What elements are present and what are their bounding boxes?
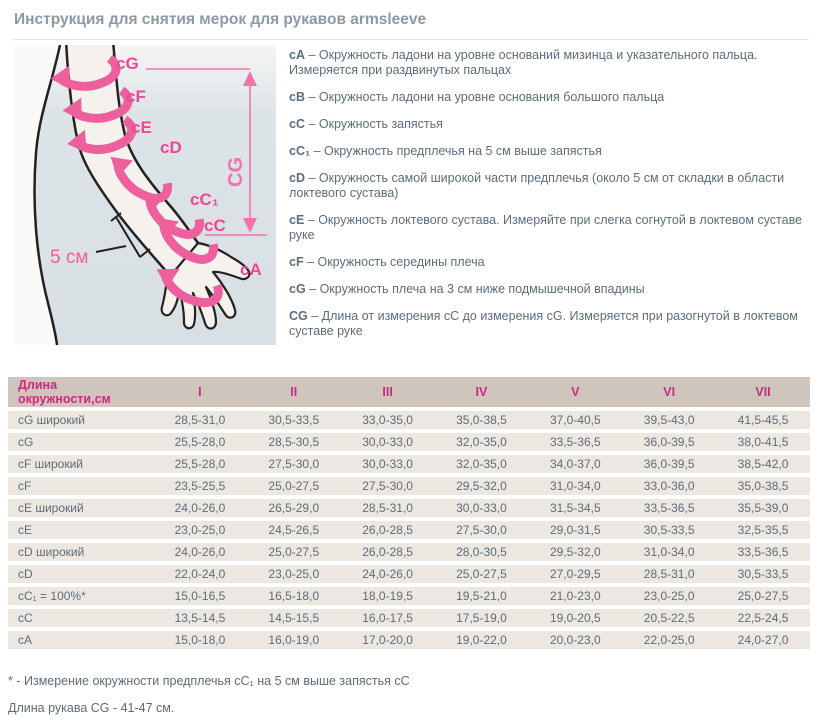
row-label: cF bbox=[8, 477, 153, 495]
table-row bbox=[8, 543, 810, 561]
table-cell: 23,0-25,0 bbox=[153, 521, 247, 539]
legend-item: cA – Окружность ладони на уровне оснований мизинца и указательного пальца. Измеряется при раздвинутых пальцах bbox=[289, 48, 758, 77]
table-cell: 25,0-27,5 bbox=[435, 565, 529, 583]
table-cell: 20,0-23,0 bbox=[528, 631, 622, 649]
row-label: cG bbox=[8, 433, 153, 451]
table-row bbox=[8, 521, 810, 539]
legend-key: cC₁ bbox=[289, 144, 311, 158]
table-row bbox=[8, 455, 810, 473]
table-cell: 26,0-28,5 bbox=[341, 543, 435, 561]
footnote-sleeve-length: Длина рукава CG - 41-47 см. bbox=[8, 701, 175, 715]
table-cell: 18,0-19,5 bbox=[341, 587, 435, 605]
table-cell: 38,5-42,0 bbox=[716, 455, 810, 473]
row-label: cG широкий bbox=[8, 411, 153, 429]
table-cell: 39,5-43,0 bbox=[622, 411, 716, 429]
table-row bbox=[8, 609, 810, 627]
legend-key: cC bbox=[289, 117, 305, 131]
row-label: cA bbox=[8, 631, 153, 649]
size-column-header: III bbox=[341, 377, 435, 407]
five-cm-label: 5 см bbox=[50, 247, 89, 268]
legend-key: CG bbox=[289, 309, 308, 323]
table-cell: 26,5-29,0 bbox=[247, 499, 341, 517]
table-cell: 24,0-26,0 bbox=[153, 499, 247, 517]
table-cell: 30,5-33,5 bbox=[247, 411, 341, 429]
table-cell: 36,0-39,5 bbox=[622, 455, 716, 473]
row-label: cE bbox=[8, 521, 153, 539]
size-column-header: II bbox=[247, 377, 341, 407]
size-column-header: V bbox=[528, 377, 622, 407]
table-cell: 30,0-33,0 bbox=[341, 455, 435, 473]
table-cell: 17,0-20,0 bbox=[341, 631, 435, 649]
table-cell: 34,0-37,0 bbox=[528, 455, 622, 473]
legend-item: cB – Окружность ладони на уровне основания большого пальца bbox=[289, 90, 665, 104]
table-cell: 27,0-29,5 bbox=[528, 565, 622, 583]
table-cell: 15,0-16,5 bbox=[153, 587, 247, 605]
size-table bbox=[8, 373, 810, 653]
table-cell: 31,5-34,5 bbox=[528, 499, 622, 517]
table-cell: 25,0-27,5 bbox=[247, 543, 341, 561]
legend-item: cF – Окружность середины плеча bbox=[289, 255, 485, 269]
legend-key: cB bbox=[289, 90, 305, 104]
table-cell: 30,0-33,0 bbox=[341, 433, 435, 451]
band-label-cD: cD bbox=[160, 138, 182, 157]
table-cell: 32,5-35,5 bbox=[716, 521, 810, 539]
cg-length-label: CG bbox=[225, 157, 247, 187]
table-cell: 30,0-33,0 bbox=[435, 499, 529, 517]
table-cell: 27,5-30,0 bbox=[435, 521, 529, 539]
table-cell: 25,0-27,5 bbox=[247, 477, 341, 495]
table-cell: 28,5-31,0 bbox=[153, 411, 247, 429]
size-table-header-row bbox=[8, 377, 810, 407]
legend-item: cC – Окружность запястья bbox=[289, 117, 443, 131]
row-label: cD bbox=[8, 565, 153, 583]
band-label-cA: cA bbox=[240, 260, 262, 279]
measurement-instructions bbox=[14, 45, 809, 351]
table-cell: 33,0-35,0 bbox=[341, 411, 435, 429]
size-table-body bbox=[8, 411, 810, 649]
table-cell: 36,0-39,5 bbox=[622, 433, 716, 451]
table-cell: 25,0-27,5 bbox=[716, 587, 810, 605]
table-cell: 24,0-26,0 bbox=[153, 543, 247, 561]
size-column-header: IV bbox=[435, 377, 529, 407]
table-cell: 28,5-31,0 bbox=[622, 565, 716, 583]
table-cell: 13,5-14,5 bbox=[153, 609, 247, 627]
table-cell: 16,5-18,0 bbox=[247, 587, 341, 605]
table-cell: 35,5-39,0 bbox=[716, 499, 810, 517]
table-row bbox=[8, 411, 810, 429]
legend-key: cA bbox=[289, 48, 305, 62]
table-cell: 20,5-22,5 bbox=[622, 609, 716, 627]
table-cell: 28,5-30,5 bbox=[247, 433, 341, 451]
table-cell: 29,5-32,0 bbox=[435, 477, 529, 495]
table-cell: 21,0-23,0 bbox=[528, 587, 622, 605]
table-cell: 32,0-35,0 bbox=[435, 433, 529, 451]
size-column-header: VII bbox=[716, 377, 810, 407]
legend-item: cC₁ – Окружность предплечья на 5 см выше запястья bbox=[289, 144, 602, 158]
table-cell: 31,0-34,0 bbox=[528, 477, 622, 495]
table-cell: 19,0-22,0 bbox=[435, 631, 529, 649]
footnote-measurement: * - Измерение окружности предплечья cC₁ на 5 см выше запястья cC bbox=[8, 674, 410, 688]
table-cell: 23,5-25,5 bbox=[153, 477, 247, 495]
table-cell: 27,5-30,0 bbox=[341, 477, 435, 495]
legend-key: cD bbox=[289, 171, 305, 185]
page-title: Инструкция для снятия мерок для рукавов armsleeve bbox=[14, 11, 427, 28]
table-cell: 22,5-24,5 bbox=[716, 609, 810, 627]
band-label-cG: cG bbox=[116, 54, 139, 73]
row-label: cF широкий bbox=[8, 455, 153, 473]
table-row bbox=[8, 477, 810, 495]
size-table-corner-header: Длина окружности,см bbox=[8, 377, 153, 407]
row-label: cC bbox=[8, 609, 153, 627]
table-cell: 38,0-41,5 bbox=[716, 433, 810, 451]
legend-item: cE – Окружность локтевого сустава. Измеряйте при слегка согнутой в локтевом суставе руке bbox=[289, 213, 803, 242]
legend-item: cD – Окружность самой широкой части предплечья (около 5 см от складки в области локтевого сустава) bbox=[289, 171, 785, 200]
table-row bbox=[8, 433, 810, 451]
legend-key: cE bbox=[289, 213, 305, 227]
legend-key: cF bbox=[289, 255, 304, 269]
table-cell: 41,5-45,5 bbox=[716, 411, 810, 429]
table-cell: 25,5-28,0 bbox=[153, 433, 247, 451]
table-cell: 15,0-18,0 bbox=[153, 631, 247, 649]
row-label: cC₁ = 100%* bbox=[8, 587, 153, 605]
table-cell: 32,0-35,0 bbox=[435, 455, 529, 473]
table-cell: 33,5-36,5 bbox=[622, 499, 716, 517]
table-cell: 31,0-34,0 bbox=[622, 543, 716, 561]
size-column-header: VI bbox=[622, 377, 716, 407]
table-row bbox=[8, 587, 810, 605]
table-cell: 24,0-27,0 bbox=[716, 631, 810, 649]
table-cell: 29,0-31,5 bbox=[528, 521, 622, 539]
band-label-cC: cC bbox=[204, 216, 226, 235]
table-cell: 30,5-33,5 bbox=[622, 521, 716, 539]
table-cell: 33,5-36,5 bbox=[528, 433, 622, 451]
table-row bbox=[8, 499, 810, 517]
band-label-cE: cE bbox=[131, 118, 152, 137]
table-cell: 22,0-24,0 bbox=[153, 565, 247, 583]
table-cell: 33,0-36,0 bbox=[622, 477, 716, 495]
table-cell: 35,0-38,5 bbox=[716, 477, 810, 495]
table-cell: 28,0-30,5 bbox=[435, 543, 529, 561]
table-cell: 22,0-25,0 bbox=[622, 631, 716, 649]
table-cell: 26,0-28,5 bbox=[341, 521, 435, 539]
table-cell: 19,0-20,5 bbox=[528, 609, 622, 627]
table-cell: 14,5-15,5 bbox=[247, 609, 341, 627]
table-cell: 17,5-19,0 bbox=[435, 609, 529, 627]
table-cell: 29,5-32,0 bbox=[528, 543, 622, 561]
table-cell: 37,0-40,5 bbox=[528, 411, 622, 429]
table-row bbox=[8, 631, 810, 649]
table-cell: 24,0-26,0 bbox=[341, 565, 435, 583]
legend-key: cG bbox=[289, 282, 306, 296]
size-column-header: I bbox=[153, 377, 247, 407]
arm-measurement-diagram bbox=[14, 45, 276, 345]
table-cell: 28,5-31,0 bbox=[341, 499, 435, 517]
table-cell: 16,0-19,0 bbox=[247, 631, 341, 649]
arm-diagram-svg bbox=[14, 45, 276, 345]
table-cell: 27,5-30,0 bbox=[247, 455, 341, 473]
title-divider bbox=[12, 39, 809, 40]
band-label-cF: cF bbox=[126, 87, 146, 106]
table-cell: 33,5-36,5 bbox=[716, 543, 810, 561]
table-cell: 24,5-26,5 bbox=[247, 521, 341, 539]
table-cell: 30,5-33,5 bbox=[716, 565, 810, 583]
table-row bbox=[8, 565, 810, 583]
band-label-cC1: cC₁ bbox=[190, 190, 219, 209]
table-cell: 23,0-25,0 bbox=[247, 565, 341, 583]
table-cell: 23,0-25,0 bbox=[622, 587, 716, 605]
table-cell: 25,5-28,0 bbox=[153, 455, 247, 473]
row-label: cD широкий bbox=[8, 543, 153, 561]
table-cell: 16,0-17,5 bbox=[341, 609, 435, 627]
table-cell: 19,5-21,0 bbox=[435, 587, 529, 605]
row-label: cE широкий bbox=[8, 499, 153, 517]
table-cell: 35,0-38,5 bbox=[435, 411, 529, 429]
legend-item: cG – Окружность плеча на 3 см ниже подмышечной впадины bbox=[289, 282, 645, 296]
legend-item: CG – Длина от измерения cC до измерения cG. Измеряется при разогнутой в локтевом суставе руке bbox=[289, 309, 798, 338]
legend bbox=[289, 45, 809, 351]
